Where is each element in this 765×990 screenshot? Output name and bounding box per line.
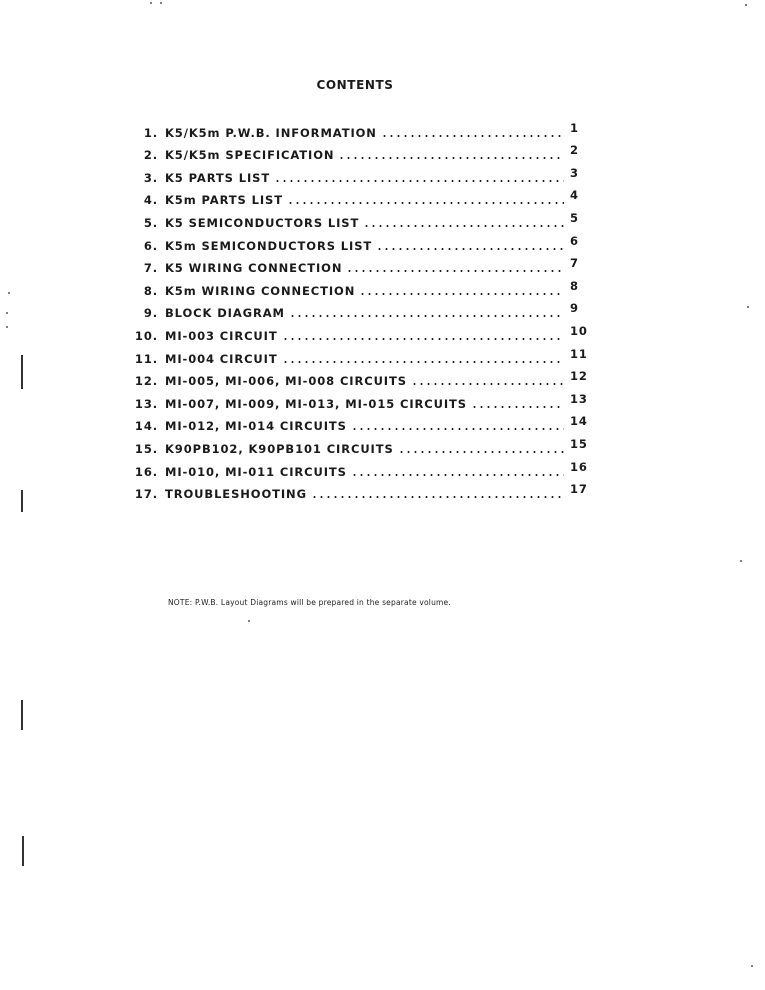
scan-artifact xyxy=(6,326,8,328)
toc-entry-title: K5 PARTS LIST xyxy=(165,170,271,185)
scan-artifact xyxy=(160,2,162,4)
dot-leader xyxy=(274,179,564,183)
dot-leader xyxy=(359,292,564,296)
toc-entry-title: K5 WIRING CONNECTION xyxy=(165,261,343,276)
dot-leader xyxy=(471,405,564,409)
scan-artifact xyxy=(740,560,742,562)
toc-entry[interactable] xyxy=(134,434,594,457)
toc-entry-number: 13. xyxy=(134,396,158,411)
toc-entry[interactable] xyxy=(134,480,594,503)
toc-entry-title: MI-004 CIRCUIT xyxy=(165,351,278,366)
toc-entry[interactable] xyxy=(134,118,594,141)
toc-entry-title: K5/K5m P.W.B. INFORMATION xyxy=(165,125,377,140)
toc-entry-number: 8. xyxy=(143,283,158,298)
toc-entry[interactable] xyxy=(134,412,594,435)
toc-entry-number: 9. xyxy=(143,306,158,321)
scan-artifact xyxy=(21,700,23,730)
toc-entry-page: 10 xyxy=(570,323,588,338)
toc-entry-number: 15. xyxy=(134,441,158,456)
toc-entry-number: 16. xyxy=(134,464,158,479)
toc-entry-page: 13 xyxy=(570,391,588,406)
toc-entry-page: 4 xyxy=(570,188,579,203)
dot-leader xyxy=(351,473,564,477)
dot-leader xyxy=(398,450,564,454)
toc-entry-number: 5. xyxy=(143,215,158,230)
toc-entry[interactable] xyxy=(134,254,594,277)
dot-leader xyxy=(338,156,564,160)
toc-entry-number: 10. xyxy=(134,328,158,343)
toc-entry-title: TROUBLESHOOTING xyxy=(165,487,307,502)
toc-entry-title: K5m WIRING CONNECTION xyxy=(165,283,356,298)
toc-entry[interactable] xyxy=(134,276,594,299)
toc-entry[interactable] xyxy=(134,231,594,254)
toc-entry-title: MI-007, MI-009, MI-013, MI-015 CIRCUITS xyxy=(165,396,467,411)
toc-entry-number: 11. xyxy=(134,351,158,366)
toc-entry-page: 12 xyxy=(570,369,588,384)
toc-entry[interactable] xyxy=(134,457,594,480)
scan-artifact xyxy=(6,312,8,314)
scan-artifact xyxy=(747,306,749,308)
toc-entry[interactable] xyxy=(134,321,594,344)
toc-entry-title: K5 SEMICONDUCTORS LIST xyxy=(165,215,360,230)
toc-entry-number: 14. xyxy=(134,419,158,434)
dot-leader xyxy=(282,360,564,364)
toc-entry-number: 2. xyxy=(143,148,158,163)
scan-artifact xyxy=(21,355,23,389)
toc-entry-page: 11 xyxy=(570,346,588,361)
toc-entry-page: 2 xyxy=(570,143,579,158)
dot-leader xyxy=(363,224,564,228)
toc-entry[interactable] xyxy=(134,186,594,209)
scan-artifact xyxy=(248,620,250,622)
page-title: CONTENTS xyxy=(316,78,394,92)
dot-leader xyxy=(289,314,564,318)
toc-entry-page: 9 xyxy=(570,301,579,316)
toc-entry-page: 5 xyxy=(570,210,579,225)
scan-artifact xyxy=(22,836,24,866)
toc-entry[interactable] xyxy=(134,389,594,412)
toc-entry-title: K90PB102, K90PB101 CIRCUITS xyxy=(165,441,394,456)
toc-entry[interactable] xyxy=(134,208,594,231)
dot-leader xyxy=(381,134,564,138)
toc-entry-title: MI-003 CIRCUIT xyxy=(165,328,278,343)
toc-entry-page: 17 xyxy=(570,482,588,497)
scan-artifact xyxy=(8,292,10,294)
toc-entry[interactable] xyxy=(134,344,594,367)
toc-entry-number: 12. xyxy=(134,374,158,389)
dot-leader xyxy=(376,247,564,251)
scan-artifact xyxy=(745,4,747,6)
dot-leader xyxy=(411,382,564,386)
dot-leader xyxy=(346,269,564,273)
toc-entry-number: 6. xyxy=(143,238,158,253)
toc-entry[interactable] xyxy=(134,299,594,322)
toc-entry-number: 4. xyxy=(143,193,158,208)
table-of-contents xyxy=(134,118,594,502)
toc-entry-title: K5m SEMICONDUCTORS LIST xyxy=(165,238,373,253)
toc-entry-number: 3. xyxy=(143,170,158,185)
toc-entry[interactable] xyxy=(134,141,594,164)
toc-entry-title: K5m PARTS LIST xyxy=(165,193,283,208)
dot-leader xyxy=(287,201,564,205)
toc-entry-number: 1. xyxy=(143,125,158,140)
toc-entry-page: 1 xyxy=(570,120,579,135)
toc-entry[interactable] xyxy=(134,163,594,186)
toc-entry-page: 15 xyxy=(570,436,588,451)
toc-entry-page: 6 xyxy=(570,233,579,248)
toc-entry-title: BLOCK DIAGRAM xyxy=(165,306,285,321)
toc-entry-number: 17. xyxy=(134,487,158,502)
scan-artifact xyxy=(751,965,753,967)
toc-entry-title: MI-005, MI-006, MI-008 CIRCUITS xyxy=(165,374,407,389)
dot-leader xyxy=(311,495,564,499)
toc-entry[interactable] xyxy=(134,367,594,390)
toc-entry-page: 8 xyxy=(570,278,579,293)
toc-entry-title: MI-010, MI-011 CIRCUITS xyxy=(165,464,347,479)
toc-entry-title: K5/K5m SPECIFICATION xyxy=(165,148,335,163)
toc-entry-page: 16 xyxy=(570,459,588,474)
scan-artifact xyxy=(150,2,152,4)
toc-entry-page: 7 xyxy=(570,256,579,271)
scan-artifact xyxy=(21,490,23,512)
dot-leader xyxy=(282,337,564,341)
toc-entry-page: 3 xyxy=(570,165,579,180)
dot-leader xyxy=(351,427,564,431)
footnote: NOTE: P.W.B. Layout Diagrams will be prepared in the separate volume. xyxy=(168,598,451,607)
toc-entry-page: 14 xyxy=(570,414,588,429)
toc-entry-number: 7. xyxy=(143,261,158,276)
toc-entry-title: MI-012, MI-014 CIRCUITS xyxy=(165,419,347,434)
